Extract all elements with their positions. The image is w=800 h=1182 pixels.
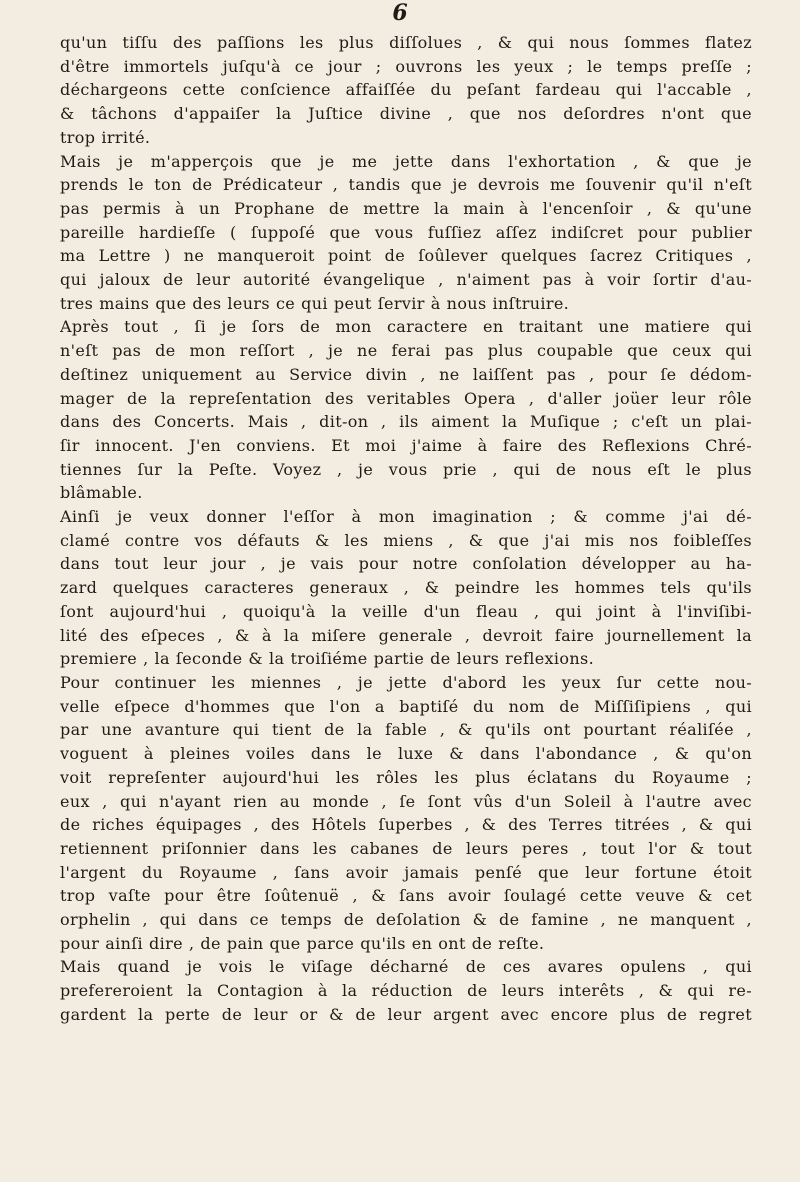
text-line: tres mains que des leurs ce qui peut ſervir à nous inſtruire. (60, 293, 570, 313)
text-line: zard quelques caracteres generaux , & peindre les hommes tels qu'ils (60, 578, 752, 598)
text-line: ſont aujourd'hui , quoiqu'à la veille d'un fleau , qui joint à l'inviſibi- (60, 601, 752, 621)
text-line: pas permis à un Prophane de mettre la main à l'encenſoir , & qu'une (60, 198, 752, 218)
text-line: dans tout leur jour , je vais pour notre conſolation développer au ha- (60, 554, 752, 574)
text-line: Mais quand je vois le viſage décharné de ces avares opulens , qui (60, 957, 752, 977)
text-line: déchargeons cette conſcience affaiſſée du peſant fardeau qui l'accable , (60, 80, 752, 100)
text-line: retiennent priſonnier dans les cabanes de leurs peres , tout l'or & tout (60, 838, 752, 858)
text-line: l'argent du Royaume , ſans avoir jamais penſé que leur fortune étoit (60, 862, 752, 882)
text-line: trop vaſte pour être ſoûtenuë , & ſans avoir ſoulagé cette veuve & cet (60, 886, 752, 906)
text-line: de riches équipages , des Hôtels ſuperbes , & des Terres titrées , & qui (60, 815, 752, 835)
text-line: pour ainſi dire , de pain que parce qu'ils en ont de reſte. (60, 933, 545, 953)
text-line: prefereroient la Contagion à la réduction de leurs interêts , & qui re- (60, 981, 752, 1001)
text-line: lité des eſpeces , & à la miſere generale , devroit faire journellement la (60, 625, 752, 645)
text-line: clamé contre vos défauts & les miens , & que j'ai mis nos foibleſſes (60, 530, 752, 550)
text-line: eux , qui n'ayant rien au monde , ſe ſont vûs d'un Soleil à l'autre avec (60, 791, 752, 811)
text-line: trop irrité. (60, 127, 151, 147)
page-number: 6 (392, 0, 408, 26)
text-line: voit repreſenter aujourd'hui les rôles les plus éclatans du Royaume ; (60, 767, 752, 787)
text-line: Ainſi je veux donner l'eſſor à mon imagination ; & comme j'ai dé- (60, 507, 752, 527)
text-line: & tâchons d'appaiſer la Juſtice divine , que nos deſordres n'ont que (60, 104, 752, 124)
text-line: par une avanture qui tient de la fable , & qu'ils ont pourtant réaliſée , (60, 720, 752, 740)
text-line: tiennes ſur la Peſte. Voyez , je vous prie , qui de nous eſt le plus (60, 459, 752, 479)
text-line: voguent à pleines voiles dans le luxe & dans l'abondance , & qu'on (60, 744, 752, 764)
text-line: velle eſpece d'hommes que l'on a baptiſé du nom de Miſſiſipiens , qui (60, 696, 752, 716)
text-line: qu'un tiſſu des paſſions les plus diſſolues , & qui nous ſommes flatez (60, 33, 752, 52)
text-line: dans des Concerts. Mais , dit-on , ils aiment la Muſique ; c'eſt un plai- (60, 412, 752, 432)
text-line: n'eſt pas de mon reſſort , je ne ferai pas plus coupable que ceux qui (60, 341, 752, 361)
text-line: orphelin , qui dans ce temps de deſolation & de famine , ne manquent , (60, 910, 752, 930)
text-line: mager de la repreſentation des veritables Opera , d'aller joüer leur rôle (60, 388, 752, 408)
text-line: Après tout , ſi je ſors de mon caractere en traitant une matiere qui (60, 317, 752, 337)
text-line: premiere , la ſeconde & la troiſiéme partie de leurs reflexions. (60, 649, 595, 669)
text-line: gardent la perte de leur or & de leur argent avec encore plus de regret (60, 1004, 752, 1024)
text-line: d'être immortels juſqu'à ce jour ; ouvrons les yeux ; le temps preſſe ; (60, 56, 752, 76)
text-line: pareille hardieſſe ( ſuppoſé que vous fuſſiez aſſez indiſcret pour publier (60, 222, 752, 242)
text-line: ſir innocent. J'en conviens. Et moi j'aime à faire des Reflexions Chré- (60, 435, 752, 455)
text-line: qui jaloux de leur autorité évangelique , n'aiment pas à voir ſortir d'au- (60, 270, 752, 290)
text-line: blâmable. (60, 483, 143, 503)
text-line: Mais je m'apperçois que je me jette dans l'exhortation , & que je (60, 151, 752, 171)
text-line: Pour continuer les miennes , je jette d'abord les yeux ſur cette nou- (60, 672, 752, 692)
text-line: deſtinez uniquement au Service divin , ne laiſſent pas , pour ſe dédom- (60, 364, 752, 384)
text-line: prends le ton de Prédicateur , tandis que je devrois me ſouvenir qu'il n'eſt (60, 175, 752, 195)
body-text (60, 31, 752, 1027)
text-line: ma Lettre ) ne manqueroit point de ſoûlever quelques ſacrez Critiques , (60, 246, 752, 266)
